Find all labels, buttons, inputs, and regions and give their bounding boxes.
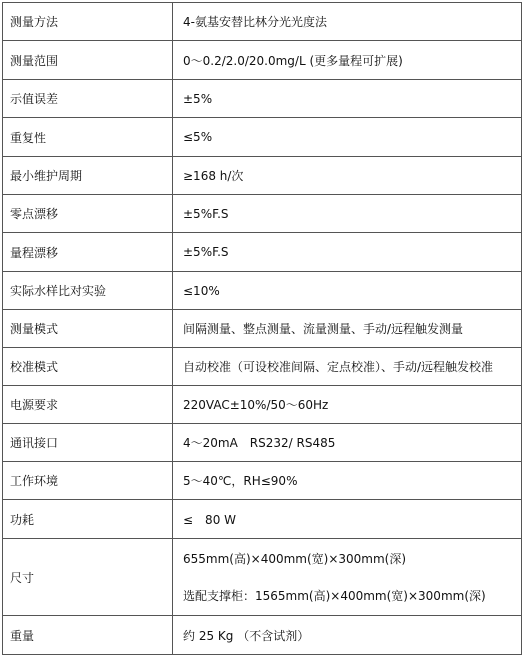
row-value: 约 25 Kg （不含试剂）: [173, 616, 522, 655]
table-row: [3, 348, 522, 386]
row-label: 重量: [3, 616, 173, 655]
table-row: [3, 386, 522, 424]
table-row: [3, 500, 522, 539]
table-row: [3, 272, 522, 310]
row-label: 电源要求: [3, 386, 173, 424]
row-value: ≤ 80 W: [173, 500, 522, 539]
table-row: [3, 118, 522, 157]
row-label: 实际水样比对实验: [3, 272, 173, 310]
table-row: [3, 233, 522, 272]
row-label: 量程漂移: [3, 233, 173, 272]
row-label: 校准模式: [3, 348, 173, 386]
row-value: 4～20mA RS232/ RS485: [173, 424, 522, 462]
row-value: 0～0.2/2.0/20.0mg/L (更多量程可扩展): [173, 41, 522, 80]
row-label: 零点漂移: [3, 195, 173, 233]
table-row: [3, 195, 522, 233]
table-row: [3, 539, 522, 616]
row-value: 220VAC±10%/50～60Hz: [173, 386, 522, 424]
table-row: [3, 462, 522, 500]
dimension-cabinet: 选配支撑柜：1565mm(高)×400mm(宽)×300mm(深): [183, 589, 486, 603]
spec-table: [2, 2, 522, 655]
row-label: 重复性: [3, 118, 173, 157]
row-value: ±5%: [173, 80, 522, 118]
row-value: 自动校准（可设校准间隔、定点校准）、手动/远程触发校准: [173, 348, 522, 386]
row-value: 5～40℃，RH≤90%: [173, 462, 522, 500]
row-value: ≥168 h/次: [173, 157, 522, 195]
row-label: 尺寸: [3, 539, 173, 616]
row-value: ±5%F.S: [173, 195, 522, 233]
row-label: 通讯接口: [3, 424, 173, 462]
table-row: [3, 80, 522, 118]
table-row: [3, 157, 522, 195]
table-row: [3, 424, 522, 462]
row-label: 测量方法: [3, 3, 173, 41]
table-row: [3, 310, 522, 348]
row-label: 测量范围: [3, 41, 173, 80]
row-value: ≤10%: [173, 272, 522, 310]
row-label: 功耗: [3, 500, 173, 539]
table-row: [3, 3, 522, 41]
row-value: 间隔测量、整点测量、流量测量、手动/远程触发测量: [173, 310, 522, 348]
row-value: ±5%F.S: [173, 233, 522, 272]
row-value: 4-氨基安替比林分光光度法: [173, 3, 522, 41]
table-row: [3, 616, 522, 655]
row-label: 最小维护周期: [3, 157, 173, 195]
row-value: [173, 539, 522, 616]
row-label: 示值误差: [3, 80, 173, 118]
table-row: [3, 41, 522, 80]
dimension-main: 655mm(高)×400mm(宽)×300mm(深): [183, 552, 407, 566]
row-label: 工作环境: [3, 462, 173, 500]
row-value: ≤5%: [173, 118, 522, 157]
row-label: 测量模式: [3, 310, 173, 348]
